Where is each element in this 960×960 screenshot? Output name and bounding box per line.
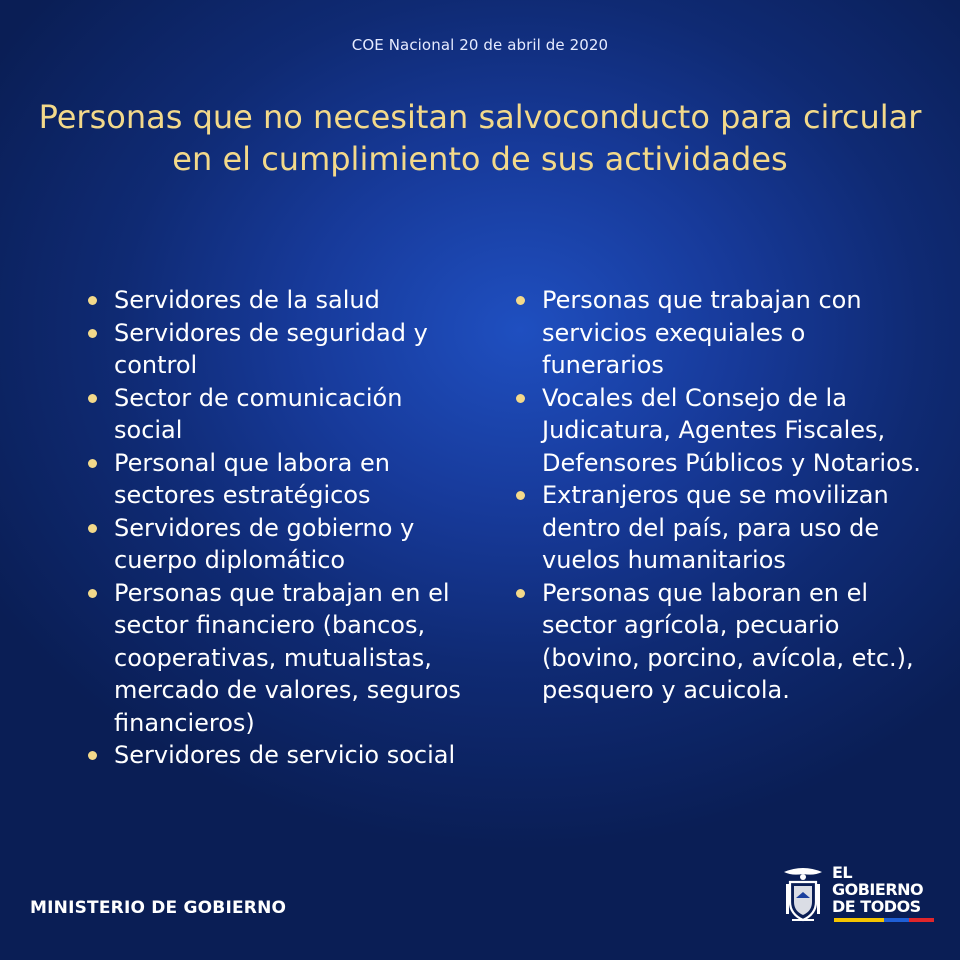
bullet-icon (88, 459, 97, 468)
list-item (86, 512, 476, 577)
bullet-icon (88, 751, 97, 760)
list-item-text: Servidores de gobierno y cuerpo diplomático (114, 513, 415, 574)
list-item-text: Extranjeros que se movilizan dentro del país, para uso de vuelos humanitarios (542, 481, 889, 574)
list-item (86, 739, 476, 772)
list-item (514, 577, 934, 707)
logo-line: GOBIERNO (832, 880, 924, 899)
bullet-icon (88, 524, 97, 533)
logo-wordmark (832, 864, 923, 915)
bullet-icon (88, 589, 97, 598)
list-item-text: Vocales del Consejo de la Judicatura, Agentes Fiscales, Defensores Públicos y Notarios. (542, 383, 921, 477)
list-item (86, 447, 476, 512)
logo-line: EL (832, 863, 853, 882)
coat-of-arms-icon (778, 862, 828, 924)
date-line: COE Nacional 20 de abril de 2020 (351, 36, 609, 54)
bullet-icon (516, 394, 525, 403)
list-item (86, 382, 476, 447)
list-item-text: Sector de comunicación social (114, 383, 403, 444)
list-item-text: Personal que labora en sectores estratégicos (114, 448, 390, 509)
flag-blue-stripe (884, 918, 909, 922)
flag-yellow-stripe (834, 918, 884, 922)
flag-red-stripe (909, 918, 934, 922)
bullet-icon (516, 296, 525, 305)
page-title: Personas que no necesitan salvoconducto para circular en el cumplimiento de sus actividades (38, 98, 922, 178)
logo-line: DE TODOS (832, 897, 921, 916)
list-item-text: Personas que laboran en el sector agrícola, pecuario (bovino, porcino, avícola, etc.), pesquero y acuicola. (542, 578, 914, 704)
list-item-text: Personas que trabajan con servicios exequiales o funerarios (542, 286, 862, 379)
list-item-text: Servidores de servicio social (114, 741, 456, 769)
list-item (514, 479, 934, 577)
list-item (86, 284, 476, 317)
list-item-text: Servidores de la salud (114, 286, 380, 314)
list-item-text: Personas que trabajan en el sector financiero (bancos, cooperativas, mutualistas, mercado de valores, seguros financieros) (114, 578, 461, 737)
government-logo (778, 862, 938, 928)
list-item-text: Servidores de seguridad y control (114, 318, 428, 379)
bullet-icon (88, 394, 97, 403)
bullet-icon (88, 296, 97, 305)
list-item (514, 382, 934, 480)
flag-stripe (834, 918, 934, 922)
bullet-icon (516, 589, 525, 598)
list-item (514, 284, 934, 382)
list-item (86, 317, 476, 382)
bullet-icon (88, 329, 97, 338)
list-item (86, 577, 476, 740)
left-list (86, 284, 476, 772)
ministry-name: MINISTERIO DE GOBIERNO (30, 898, 287, 918)
right-list (514, 284, 934, 707)
bullet-icon (516, 491, 525, 500)
